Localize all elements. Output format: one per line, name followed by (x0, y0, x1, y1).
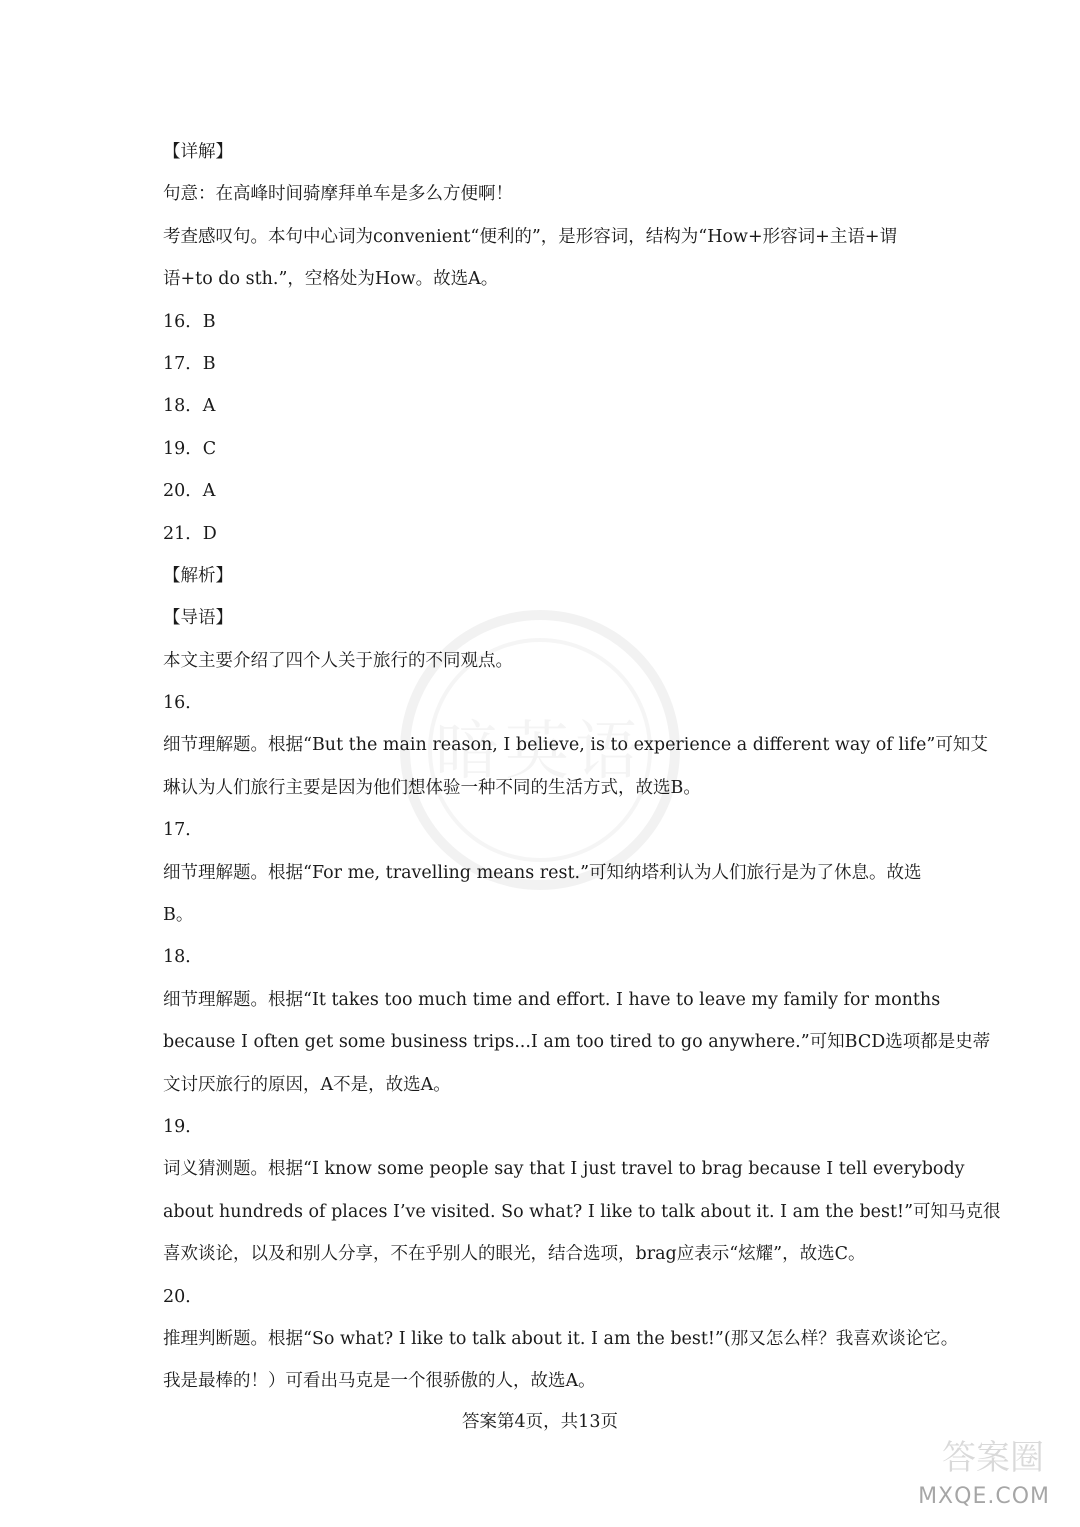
text-line: 语+to do sth.”，空格处为How。故选A。 (163, 269, 499, 290)
answer-line: 16．B (163, 311, 216, 332)
text-line: 细节理解题。根据“For me, travelling means rest.”可知纳塔利认为人们旅行是为了休息。故选 (163, 862, 922, 883)
corner-logo-cn: 答案圈 (942, 1438, 1044, 1478)
answer-line: 19．C (163, 438, 217, 459)
question-number: 20． (163, 1286, 203, 1307)
answer-line: 18．A (163, 396, 216, 417)
text-line: 我是最棒的！）可看出马克是一个很骄傲的人，故选A。 (163, 1371, 596, 1392)
section-heading: 【导语】 (163, 608, 233, 629)
question-number: 17． (163, 820, 203, 841)
section-heading: 【解析】 (163, 565, 233, 586)
question-number: 16． (163, 693, 203, 714)
answer-body (163, 131, 1001, 1403)
question-number: 19． (163, 1116, 203, 1137)
text-line: 本文主要介绍了四个人关于旅行的不同观点。 (163, 650, 513, 671)
text-line: 词义猜测题。根据“I know some people say that I just travel to brag because I tell everybody (163, 1159, 965, 1180)
text-line: B。 (163, 905, 194, 926)
corner-logo-text: MXQE.COM (918, 1484, 1050, 1509)
text-line: 【详解】 (163, 142, 233, 162)
question-number: 18． (163, 947, 203, 968)
text-line: 琳认为人们旅行主要是因为他们想体验一种不同的生活方式，故选B。 (163, 777, 701, 798)
text-line: 细节理解题。根据“It takes too much time and effort. I have to leave my family for months (163, 989, 941, 1010)
answer-line: 20．A (163, 481, 216, 502)
answer-line: 17．B (163, 353, 216, 374)
text-line: 文讨厌旅行的原因，A不是，故选A。 (163, 1074, 451, 1095)
answer-line: 21．D (163, 523, 217, 544)
text-line: 推理判断题。根据“So what? I like to talk about it. I am the best!”(那又怎么样？我喜欢谈论它。 (163, 1328, 959, 1349)
text-line: 细节理解题。根据“But the main reason, I believe, is to experience a different way of life”可知艾 (163, 735, 988, 756)
text-line: because I often get some business trips...I am too tired to go anywhere.”可知BCD选项都是史蒂 (163, 1032, 991, 1053)
text-line: 考查感叹句。本句中心词为convenient“便利的”，是形容词，结构为“How+形容词+主语+谓 (163, 226, 897, 247)
text-line: 句意：在高峰时间骑摩拜单车是多么方便啊！ (163, 184, 513, 205)
page-footer: 答案第4页，共13页 (462, 1412, 618, 1432)
text-line: 喜欢谈论，以及和别人分享，不在乎别人的眼光，结合选项，brag应表示“炫耀”，故选C。 (163, 1244, 866, 1265)
text-line: about hundreds of places I’ve visited. So what? I like to talk about it. I am the best!”可知马克很 (163, 1201, 1001, 1222)
